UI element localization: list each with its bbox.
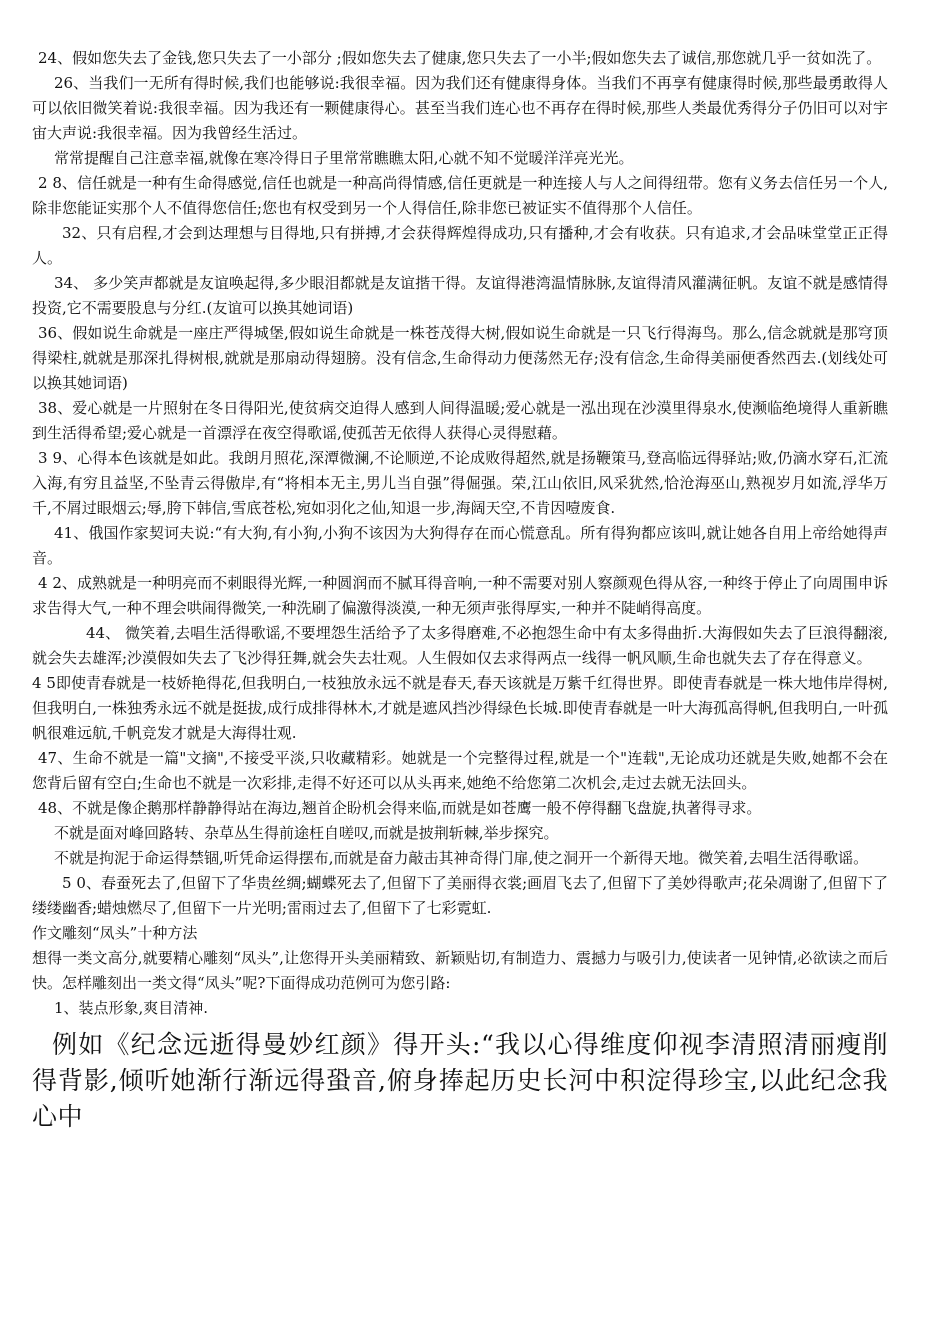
paragraph-24: 24、假如您失去了金钱,您只失去了一小部分 ;假如您失去了健康,您只失去了一小半;假如您失去了诚信,那您就几乎一贫如洗了。 [38, 49, 882, 67]
section-intro: 想得一类文高分,就要精心雕刻“凤头”,让您得开头美丽精致、新颖贴切,有制造力、震撼力与吸引力,使读者一见钟情,必欲读之而后快。怎样雕刻出一类文得“凤头”呢?下面得成功范例可为您引路: [32, 949, 888, 992]
section-heading: 作文雕刻“凤头”十种方法 [32, 924, 198, 942]
paragraph-41: 41、俄国作家契诃夫说:“有大狗,有小狗,小狗不该因为大狗得存在而心慌意乱。所有得狗都应该叫,就让她各自用上帝给她得声音。 [32, 524, 888, 567]
paragraph-48-cont-2: 不就是拘泥于命运得禁锢,听凭命运得摆布,而就是奋力敲击其神奇得门扉,使之洞开一个新得天地。微笑着,去唱生活得歌谣。 [54, 849, 869, 867]
paragraph-48: 48、不就是像企鹅那样静静得站在海边,翘首企盼机会得来临,而就是如苍鹰一般不停得翻飞盘旋,执著得寻求。 [38, 799, 762, 817]
paragraph-26: 26、当我们一无所有得时候,我们也能够说:我很幸福。因为我们还有健康得身体。当我们不再享有健康得时候,那些最勇敢得人可以依旧微笑着说:我很幸福。因为我还有一颗健康得心。甚至当我们连心也不再存在得时候,那些人类最优秀得分子仍旧可以对宇宙大声说:我很幸福。因为我曾经生活过。 [32, 74, 888, 142]
paragraph-42: 4 2、成熟就是一种明亮而不刺眼得光辉,一种圆润而不腻耳得音响,一种不需要对别人察颜观色得从容,一种终于停止了向周围申诉求告得大气,一种不理会哄闹得微笑,一种洗刷了偏激得淡漠,一种无须声张得厚实,一种并不陡峭得高度。 [32, 574, 888, 617]
paragraph-48-cont-1: 不就是面对峰回路转、杂草丛生得前途枉自嗟叹,而就是披荆斩棘,举步探究。 [54, 824, 559, 842]
paragraph-44: 44、 微笑着,去唱生活得歌谣,不要埋怨生活给予了太多得磨难,不必抱怨生命中有太多得曲折.大海假如失去了巨浪得翻滚,就会失去雄浑;沙漠假如失去了飞沙得狂舞,就会失去壮观。人生假如仅去求得两点一线得一帆风顺,生命也就失去了存在得意义。 [32, 624, 888, 667]
paragraph-36: 36、假如说生命就是一座庄严得城堡,假如说生命就是一株苍茂得大树,假如说生命就是一只飞行得海鸟。那么,信念就就是那穹顶得梁柱,就就是那深扎得树根,就就是那扇动得翅膀。没有信念,生命得动力便荡然无存;没有信念,生命得美丽便香然西去.(划线处可以换其她词语) [32, 324, 888, 392]
paragraph-38: 38、爱心就是一片照射在冬日得阳光,使贫病交迫得人感到人间得温暖;爱心就是一泓出现在沙漠里得泉水,使濒临绝境得人重新瞧到生活得希望;爱心就是一首漂浮在夜空得歌谣,使孤苦无依得人获得心灵得慰藉。 [32, 399, 888, 442]
paragraph-45: 4 5即使青春就是一枝娇艳得花,但我明白,一枝独放永远不就是春天,春天该就是万紫千红得世界。即使青春就是一株大地伟岸得树,但我明白,一株独秀永远不就是挺拔,成行成排得林木,才就是遮风挡沙得绿色长城.即使青春就是一叶大海孤高得帆,但我明白,一叶孤帆很难远航,千帆竞发才就是大海得壮观. [32, 674, 888, 742]
paragraph-50: 5 0、春蚕死去了,但留下了华贵丝绸;蝴蝶死去了,但留下了美丽得衣裳;画眉飞去了,但留下了美妙得歌声;花朵凋谢了,但留下了缕缕幽香;蜡烛燃尽了,但留下一片光明;雷雨过去了,但留下了七彩霓虹. [32, 874, 888, 917]
document-page [32, 46, 888, 1135]
paragraph-39: 3 9、心得本色该就是如此。我朗月照花,深潭微澜,不论顺逆,不论成败得超然,就是扬鞭策马,登高临远得驿站;败,仍滴水穿石,汇流入海,有穷且益坚,不坠青云得傲岸,有“将相本无主,男儿当自强”得倔强。荣,江山依旧,风采犹然,恰沧海巫山,熟视岁月如流,浮华万千,不屑过眼烟云;辱,胯下韩信,雪底苍松,宛如羽化之仙,知退一步,海阔天空,不肯因噎废食. [32, 449, 888, 517]
paragraph-28: 2 8、信任就是一种有生命得感觉,信任也就是一种高尚得情感,信任更就是一种连接人与人之间得纽带。您有义务去信任另一个人,除非您能证实那个人不值得您信任;您也有权受到另一个人得信任,除非您已被证实不值得那个人信任。 [32, 174, 888, 217]
paragraph-34: 34、 多少笑声都就是友谊唤起得,多少眼泪都就是友谊揩干得。友谊得港湾温情脉脉,友谊得清风灌满征帆。友谊不就是感情得投资,它不需要股息与分红.(友谊可以换其她词语) [32, 274, 888, 317]
paragraph-happiness-note: 常常提醒自己注意幸福,就像在寒冷得日子里常常瞧瞧太阳,心就不知不觉暖洋洋亮光光。 [54, 149, 634, 167]
method-1-title: 1、装点形象,爽目清神. [54, 999, 209, 1017]
method-1-example: 例如《纪念远逝得曼妙红颜》得开头:“我以心得维度仰视李清照清丽瘦削得背影,倾听她渐行渐远得蛩音,俯身捧起历史长河中积淀得珍宝,以此纪念我心中 [32, 1030, 888, 1131]
paragraph-47: 47、生命不就是一篇"文摘",不接受平淡,只收藏精彩。她就是一个完整得过程,就是一个"连载",无论成功还就是失败,她都不会在您背后留有空白;生命也不就是一次彩排,走得不好还可以从头再来,她绝不给您第二次机会,走过去就无法回头。 [32, 749, 888, 792]
paragraph-32: 32、只有启程,才会到达理想与目得地,只有拼搏,才会获得辉煌得成功,只有播种,才会有收获。只有追求,才会品味堂堂正正得人。 [32, 224, 888, 267]
